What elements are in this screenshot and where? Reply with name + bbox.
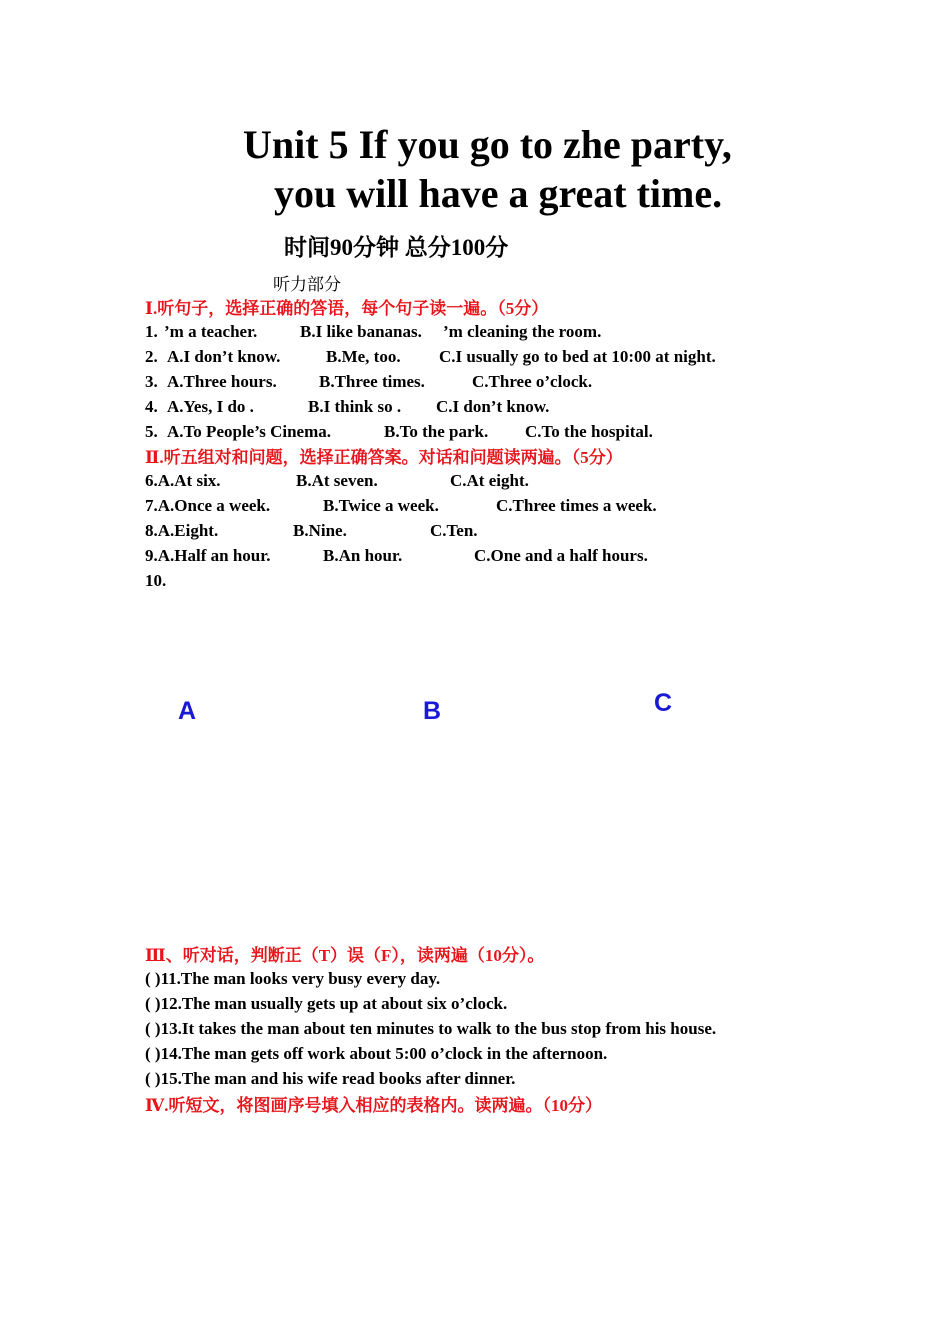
- option-a: A.Yes, I do .: [167, 397, 254, 416]
- page-title-line1: Unit 5 If you go to zhe party,: [243, 122, 732, 167]
- option-a: 7.A.Once a week.: [145, 496, 271, 515]
- option-b: B.An hour.: [323, 546, 403, 565]
- option-a: A.To People’s Cinema.: [167, 422, 332, 441]
- page-subtitle: 时间90分钟 总分100分: [284, 235, 509, 260]
- question-number: 3.: [145, 372, 158, 391]
- question-5: [145, 419, 653, 444]
- picture-label-c: C: [654, 689, 673, 717]
- question-6: [145, 468, 529, 493]
- question-number: 2.: [145, 347, 158, 366]
- section2-heading: Ⅱ.听五组对和问题，选择正确答案。对话和问题读两遍。（5分）: [145, 448, 623, 467]
- question-14: ( )14.The man gets off work about 5:00 o’clock in the afternoon.: [145, 1044, 608, 1063]
- picture-label-b: B: [423, 697, 442, 725]
- option-c: ’m cleaning the room.: [443, 322, 602, 341]
- question-13: ( )13.It takes the man about ten minutes to walk to the bus stop from his house.: [145, 1019, 717, 1038]
- question-12: ( )12.The man usually gets up at about six o’clock.: [145, 994, 508, 1013]
- section1-heading: Ⅰ.听句子，选择正确的答语，每个句子读一遍。（5分）: [145, 299, 549, 318]
- question-number: 5.: [145, 422, 158, 441]
- question-4: [145, 394, 550, 419]
- option-b: B.I like bananas.: [300, 322, 422, 341]
- option-c: C.Three times a week.: [496, 496, 657, 515]
- option-b: B.To the park.: [384, 422, 489, 441]
- option-a: ’m a teacher.: [164, 322, 258, 341]
- option-a: A.Three hours.: [167, 372, 277, 391]
- question-3: [145, 369, 593, 394]
- option-b: B.At seven.: [296, 471, 378, 490]
- option-c: C.To the hospital.: [525, 422, 653, 441]
- option-c: C.I usually go to bed at 10:00 at night.: [439, 347, 716, 366]
- section3-heading: Ⅲ、听对话，判断正（T）误（F），读两遍（10分）。: [145, 946, 545, 965]
- option-b: B.Twice a week.: [323, 496, 439, 515]
- option-b: B.Me, too.: [326, 347, 401, 366]
- option-a: 6.A.At six.: [145, 471, 221, 490]
- question-10: 10.: [145, 571, 167, 590]
- question-number: 4.: [145, 397, 158, 416]
- option-c: C.One and a half hours.: [474, 546, 648, 565]
- option-c: C.At eight.: [450, 471, 529, 490]
- picture-label-a: A: [178, 697, 197, 725]
- option-a: A.I don’t know.: [167, 347, 281, 366]
- section4-heading: Ⅳ.听短文，将图画序号填入相应的表格内。读两遍。（10分）: [145, 1096, 603, 1115]
- option-c: C.I don’t know.: [436, 397, 550, 416]
- option-c: C.Ten.: [430, 521, 478, 540]
- question-number: 1.: [145, 322, 158, 341]
- question-8: [145, 518, 478, 543]
- option-c: C.Three o’clock.: [472, 372, 593, 391]
- option-a: 9.A.Half an hour.: [145, 546, 271, 565]
- question-7: [145, 493, 657, 518]
- page-title-line2: you will have a great time.: [274, 171, 723, 216]
- question-11: ( )11.The man looks very busy every day.: [145, 969, 441, 988]
- question-2: [145, 344, 716, 369]
- question-9: [145, 543, 648, 568]
- option-b: B.Nine.: [293, 521, 347, 540]
- option-a: 8.A.Eight.: [145, 521, 219, 540]
- option-b: B.Three times.: [319, 372, 425, 391]
- option-b: B.I think so .: [308, 397, 402, 416]
- listening-label: 听力部分: [273, 275, 341, 294]
- question-15: ( )15.The man and his wife read books after dinner.: [145, 1069, 516, 1088]
- question-1: [145, 319, 602, 344]
